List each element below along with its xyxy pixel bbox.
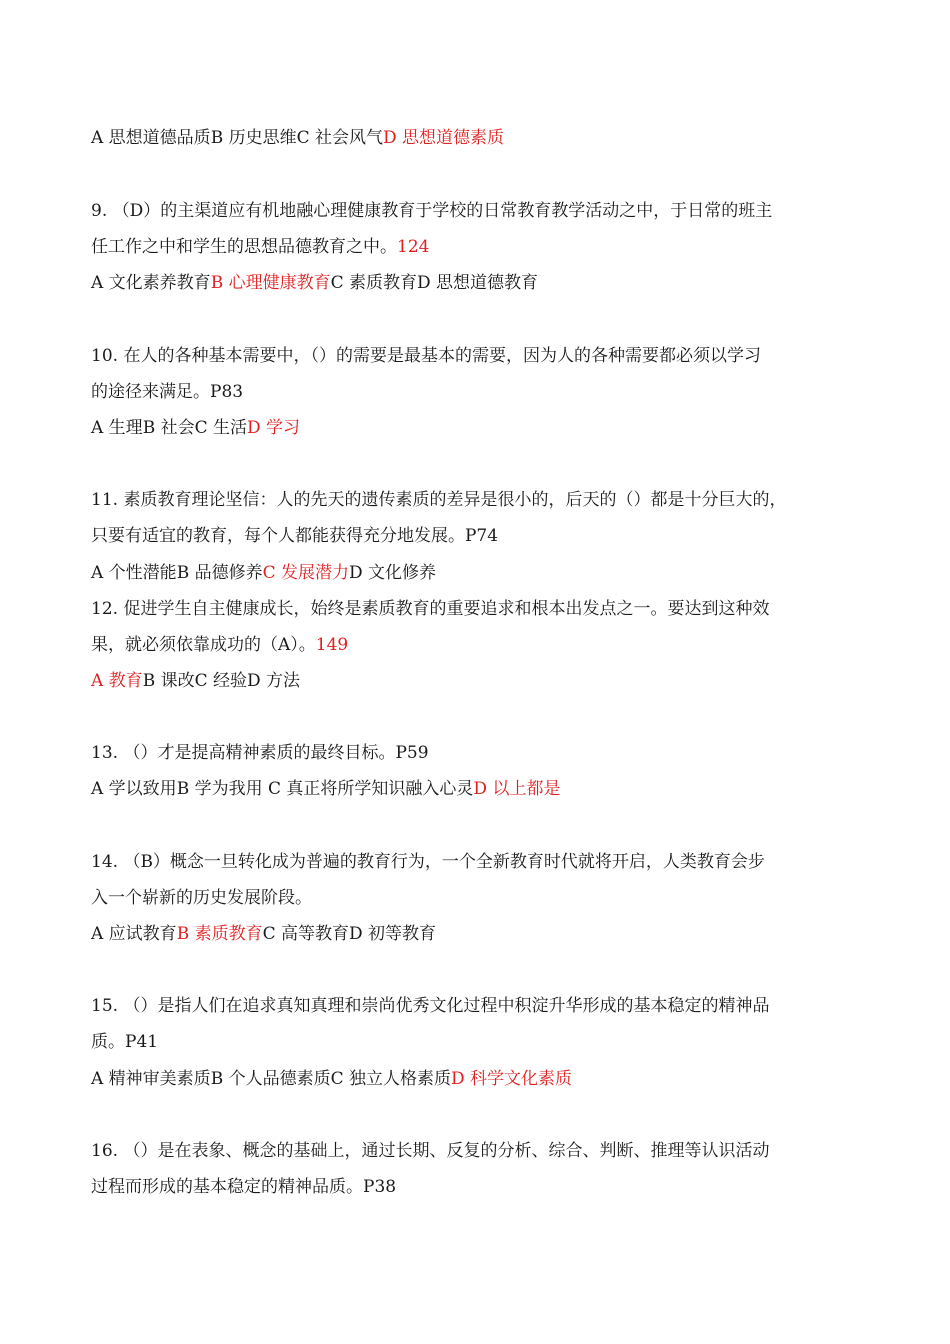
- q10-options: [91, 416, 881, 440]
- q13-option-d-answer: D 以上都是: [473, 779, 561, 799]
- q15-option-c: C 独立人格素质: [330, 1069, 452, 1089]
- q11-option-d: D 文化修养: [349, 563, 437, 583]
- q15-option-b: B 个人品德素质: [210, 1069, 331, 1089]
- q9-option-a: A 文化素养教育: [91, 273, 211, 293]
- q15-text-line1: 15. （）是指人们在追求真知真理和崇尚优秀文化过程中积淀升华形成的基本稳定的精神品: [91, 996, 770, 1016]
- q9-options: [91, 271, 881, 295]
- q10-option-c: C 生活: [194, 418, 248, 438]
- q12-text-line2-body: 果，就必须依靠成功的（A）。: [91, 635, 316, 655]
- q13-option-b: B 学为我用: [176, 779, 268, 799]
- q8-option-b: B 历史思维: [210, 128, 297, 148]
- q9-page-ref: 124: [397, 237, 430, 257]
- q8-options: [91, 126, 881, 150]
- q11-option-c-answer: C 发展潜力: [262, 563, 350, 583]
- q15-options: [91, 1067, 881, 1091]
- q12-page-ref: 149: [315, 635, 349, 655]
- q12-text-line1: 12. 促进学生自主健康成长，始终是素质教育的重要追求和根本出发点之一。要达到这种效: [91, 599, 770, 619]
- q8-option-c: C 社会风气: [296, 128, 384, 148]
- q8-option-d-answer: D 思想道德素质: [383, 128, 505, 148]
- q11-text-line2: 只要有适宜的教育，每个人都能获得充分地发展。P74: [91, 526, 499, 546]
- q16-text-line1: 16. （）是在表象、概念的基础上，通过长期、反复的分析、综合、判断、推理等认识活动: [91, 1141, 770, 1161]
- q16-text-line2: 过程而形成的基本稳定的精神品质。P38: [91, 1177, 397, 1197]
- q13-text-line1: 13. （）才是提高精神素质的最终目标。P59: [91, 743, 429, 763]
- q14-option-a: A 应试教育: [91, 924, 177, 944]
- q13-option-c: C 真正将所学知识融入心灵: [268, 779, 474, 799]
- q11-text-line1: 11. 素质教育理论坚信：人的先天的遗传素质的差异是很小的，后天的（）都是十分巨大的，: [91, 490, 787, 510]
- q11-option-a: A 个性潜能: [91, 563, 177, 583]
- q9-option-c: C 素质教育: [330, 273, 418, 293]
- q14-option-b-answer: B 素质教育: [176, 924, 263, 944]
- q12-option-b: B 课改: [142, 671, 195, 691]
- q11-options: [91, 561, 881, 585]
- q10-option-b: B 社会: [142, 418, 195, 438]
- q14-text-line1: 14. （B）概念一旦转化成为普遍的教育行为，一个全新教育时代就将开启，人类教育会步: [91, 852, 765, 872]
- q9-text-line2-body: 任工作之中和学生的思想品德教育之中。: [91, 237, 397, 257]
- q14-option-c: C 高等教育: [262, 924, 350, 944]
- q14-options: [91, 922, 881, 946]
- q15-text-line2: 质。P41: [91, 1032, 159, 1052]
- q10-option-d-answer: D 学习: [247, 418, 301, 438]
- q10-option-a: A 生理: [91, 418, 143, 438]
- q12-options: [91, 669, 881, 693]
- q10-text-line1: 10. 在人的各种基本需要中，（）的需要是最基本的需要，因为人的各种需要都必须以学习: [91, 346, 761, 366]
- q12-text-line2: [91, 633, 881, 657]
- q14-text-line2: 入一个崭新的历史发展阶段。: [91, 888, 312, 908]
- q9-text-line2: [91, 235, 881, 259]
- q13-option-a: A 学以致用: [91, 779, 177, 799]
- q9-text-line1: 9. （D）的主渠道应有机地融心理健康教育于学校的日常教育教学活动之中，于日常的班主: [91, 201, 773, 221]
- q12-option-c: C 经验: [194, 671, 248, 691]
- q12-option-a-answer: A 教育: [91, 671, 143, 691]
- q9-option-b-answer: B 心理健康教育: [210, 273, 331, 293]
- q14-option-d: D 初等教育: [349, 924, 437, 944]
- q10-text-line2: 的途径来满足。P83: [91, 382, 244, 402]
- q15-option-a: A 精神审美素质: [91, 1069, 211, 1089]
- q11-option-b: B 品德修养: [176, 563, 263, 583]
- q15-option-d-answer: D 科学文化素质: [451, 1069, 573, 1089]
- q9-option-d: D 思想道德教育: [417, 273, 539, 293]
- q8-option-a: A 思想道德品质: [91, 128, 211, 148]
- q13-options: [91, 777, 881, 801]
- q12-option-d: D 方法: [247, 671, 301, 691]
